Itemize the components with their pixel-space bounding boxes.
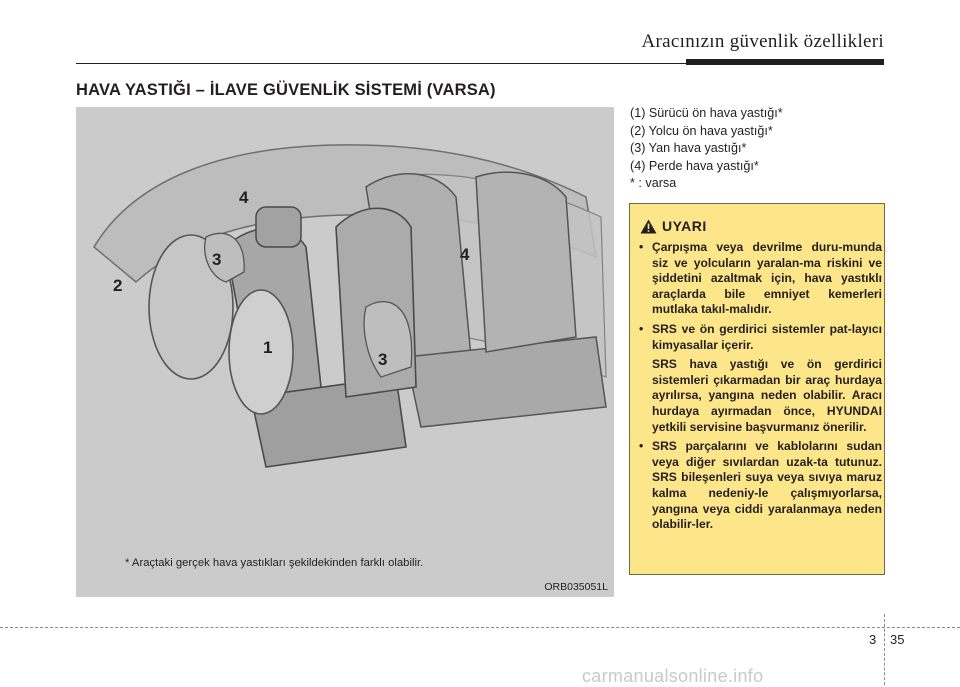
legend-item: (4) Perde hava yastığı*	[630, 158, 759, 173]
header-rule	[76, 63, 686, 64]
warning-header	[640, 217, 707, 235]
warning-body	[638, 240, 882, 537]
callout-2: 2	[113, 276, 123, 295]
bullet: •	[639, 321, 644, 336]
chapter-number: 3	[869, 632, 877, 647]
callout-4-front: 4	[239, 188, 249, 207]
warning-text: Çarpışma veya devrilme duru-munda siz ve yolcuların yaralan-ma riskini ve şiddetini azaltmak için, hava yastıklı araçlarda bile emniyet kemerleri mutlaka takıl-malıdır.	[652, 240, 882, 317]
airbag-legend	[630, 105, 783, 193]
footer-divider	[0, 627, 960, 628]
legend-item: (3) Yan hava yastığı*	[630, 141, 747, 155]
warning-text: SRS parçalarını ve kablolarını sudan veya diğer sıvılardan uzak-ta tutunuz. SRS bileşenleri suya veya sıvıya maruz kalma nedeniy-le çalışmıyorlarsa, yangına veya ciddi yaralanmaya neden olabilir-ler.	[652, 439, 882, 532]
legend-item: (2) Yolcu ön hava yastığı*	[630, 123, 773, 138]
watermark: carmanualsonline.info	[582, 666, 764, 686]
bullet: •	[639, 439, 644, 454]
airbag-drawing	[76, 107, 614, 597]
callout-3-rear: 3	[378, 350, 388, 369]
legend-note: * : varsa	[630, 176, 677, 190]
warning-text: SRS ve ön gerdirici sistemler pat-layıcı kimyasallar içerir.	[652, 321, 882, 352]
figure-code: ORB035051L	[544, 581, 608, 593]
page-heading: HAVA YASTIĞI – İLAVE GÜVENLİK SİSTEMİ (VARSA)	[76, 81, 496, 99]
callout-4-rear: 4	[460, 245, 470, 264]
legend-item: (1) Sürücü ön hava yastığı*	[630, 106, 783, 120]
header-rule-thick	[686, 59, 884, 65]
page-number: 35	[890, 632, 905, 647]
callout-1: 1	[263, 338, 273, 357]
warning-text: SRS hava yastığı ve ön gerdirici sistemleri çıkarmadan bir araç hurdaya ayrılırsa, yangına neden olabilir. Aracı hurdaya ayırmadan önce, HYUNDAI yetkili servisine başvurmanız önerilir.	[652, 357, 882, 434]
warning-triangle-icon	[640, 219, 657, 234]
page-number-divider	[884, 614, 885, 685]
warning-item	[638, 322, 882, 435]
warning-item	[638, 439, 882, 533]
airbag-illustration	[76, 107, 614, 597]
callout-3-front: 3	[212, 250, 222, 269]
warning-item	[638, 240, 882, 318]
rear-seat-back-right	[476, 172, 576, 352]
section-title: Aracınızın güvenlik özellikleri	[641, 31, 884, 52]
headrest	[256, 207, 301, 247]
warning-title: UYARI	[662, 218, 707, 234]
figure-caption: * Araçtaki gerçek hava yastıkları şekildekinden farklı olabilir.	[125, 557, 424, 569]
bullet: •	[639, 240, 644, 254]
warning-box	[629, 203, 885, 575]
driver-airbag	[229, 290, 293, 414]
